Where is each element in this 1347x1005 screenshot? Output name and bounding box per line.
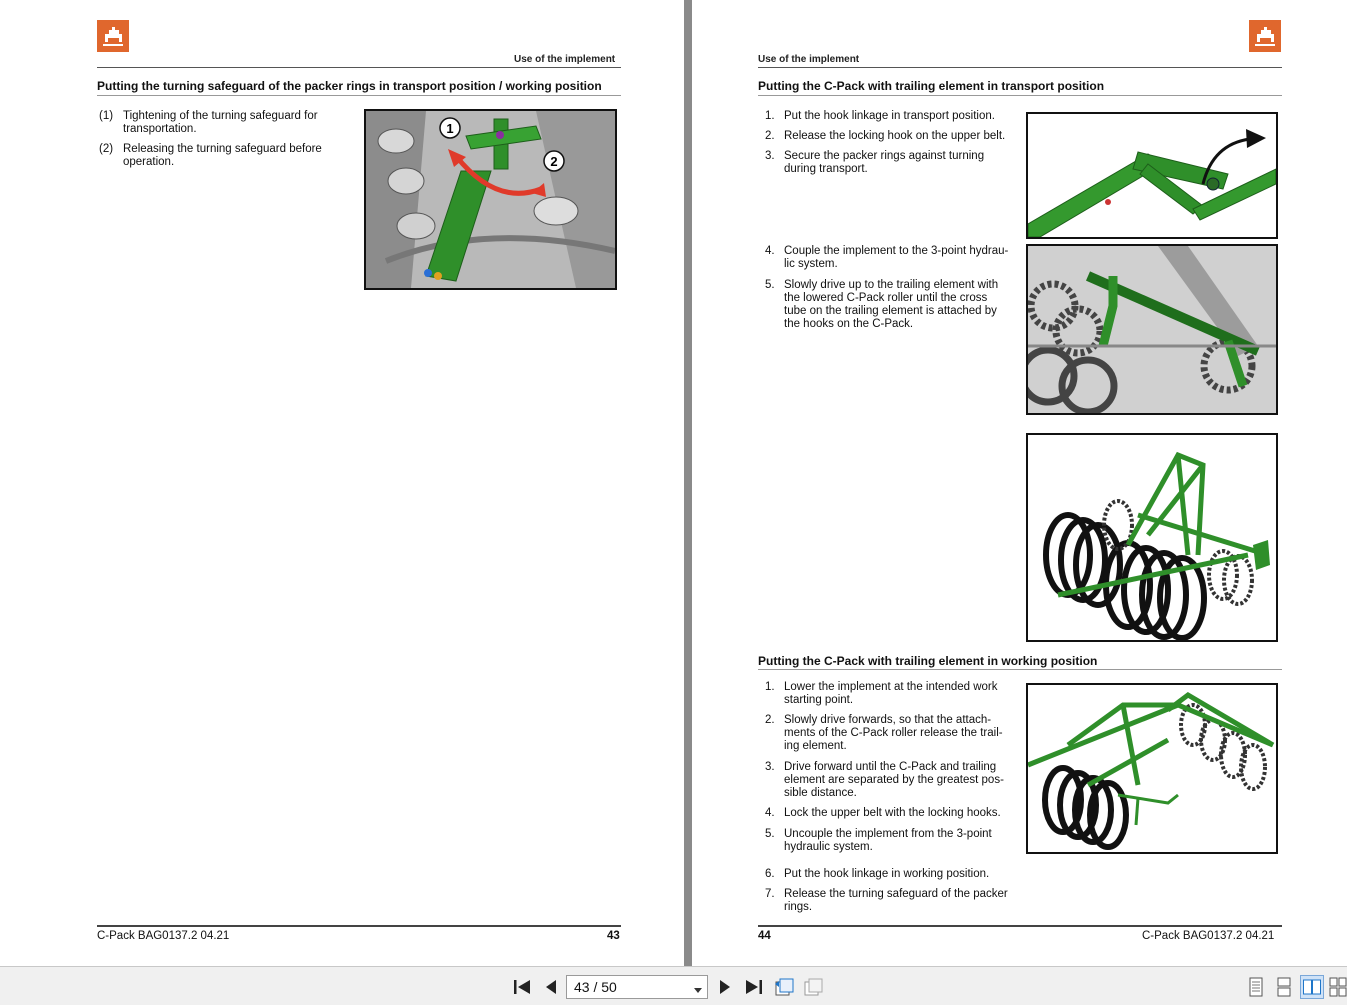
continuous-facing-view-button[interactable] — [1326, 975, 1347, 999]
section-rule — [758, 95, 1282, 96]
figure-implement-transport — [1026, 433, 1278, 642]
single-page-view-button[interactable] — [1244, 975, 1268, 999]
running-header: Use of the implement — [514, 54, 616, 65]
go-forward-view-button[interactable] — [801, 975, 825, 999]
item-text: Releasing the turning safeguard before operation. — [123, 143, 322, 168]
page-indicator: 43 / 50 — [574, 979, 617, 995]
header-rule — [97, 67, 621, 68]
item-text: Tightening of the turning safeguard for transportation. — [123, 110, 318, 135]
right-page: Use of the implement Putting the C-Pack with trailing element in transport position 1. Put the hook linkage in transport position. 2. Release the locking hook on the upper belt. 3. Secure the packer rings against turning during transport. 4. Couple the implement to the 3-point hydrau- lic system. 5. Slowly drive up to the trailing element with the lowered C-Pack roller until the cross tube on the trailing element is attached by the hooks on the C-Pack. Putting the C-Pack with trailing element in working position 1. Lower the implement at the intended work starting point. 2. Slowly drive forwards, so that the attach- ments of the C-Pack roller release the trail- ing element. 3. Drive forward until the C-Pack and trailing element are separated by the greatest pos- sible distance. 4. Lock the upper belt with the locking hooks. 5. Uncouple the implement from the 3-point hydraulic system. 6. Put the hook linkage in working position. 7. Release the turning safeguard of the packer rings. 44 C-Pack BAG0137.2 04.21 — [692, 0, 1347, 966]
back-view-icon — [773, 977, 795, 997]
callout-1-icon — [440, 118, 460, 138]
section-title: Putting the turning safeguard of the packer rings in transport position / working position — [97, 79, 602, 93]
callout-2-icon — [544, 151, 564, 171]
figure-implement-working — [1026, 683, 1278, 854]
viewer-toolbar — [0, 966, 1347, 1005]
previous-page-icon — [544, 978, 558, 996]
header-rule — [758, 67, 1282, 68]
continuous-page-icon — [1276, 977, 1292, 997]
last-page-button[interactable] — [742, 975, 766, 999]
figure-hook-linkage — [1026, 112, 1278, 239]
chevron-down-icon[interactable] — [693, 982, 703, 998]
previous-page-button[interactable] — [539, 975, 563, 999]
page-number: 43 — [607, 930, 620, 942]
single-page-icon — [1248, 977, 1264, 997]
svg-text:1: 1 — [446, 121, 454, 136]
next-page-icon — [718, 978, 732, 996]
figure-turning-safeguard — [364, 109, 617, 290]
continuous-facing-icon — [1329, 977, 1347, 997]
continuous-view-button[interactable] — [1272, 975, 1296, 999]
page-gutter — [684, 0, 692, 966]
section-title-working: Putting the C-Pack with trailing element in working position — [758, 654, 1098, 668]
facing-pages-icon — [1302, 978, 1322, 996]
figure-cross-tube — [1026, 244, 1278, 415]
next-page-button[interactable] — [713, 975, 737, 999]
first-page-icon — [512, 978, 532, 996]
brand-logo-icon — [97, 20, 129, 52]
page-number: 44 — [758, 930, 771, 942]
go-back-view-button[interactable] — [772, 975, 796, 999]
page-number-input[interactable] — [566, 975, 708, 999]
footer-doc-id: C-Pack BAG0137.2 04.21 — [97, 930, 230, 942]
first-page-button[interactable] — [510, 975, 534, 999]
running-header: Use of the implement — [758, 54, 860, 65]
item-number: (2) — [99, 143, 114, 155]
left-page — [0, 0, 684, 966]
section-rule — [758, 669, 1282, 670]
brand-logo-icon — [1249, 20, 1281, 52]
item-number: (1) — [99, 110, 114, 122]
svg-text:2: 2 — [550, 154, 558, 169]
forward-view-icon — [802, 977, 824, 997]
section-rule — [97, 95, 621, 96]
footer-doc-id: C-Pack BAG0137.2 04.21 — [1142, 930, 1275, 942]
footer-rule — [97, 925, 621, 927]
last-page-icon — [744, 978, 764, 996]
footer-rule — [758, 925, 1282, 927]
section-title-transport: Putting the C-Pack with trailing element in transport position — [758, 79, 1105, 93]
facing-pages-view-button[interactable] — [1300, 975, 1324, 999]
